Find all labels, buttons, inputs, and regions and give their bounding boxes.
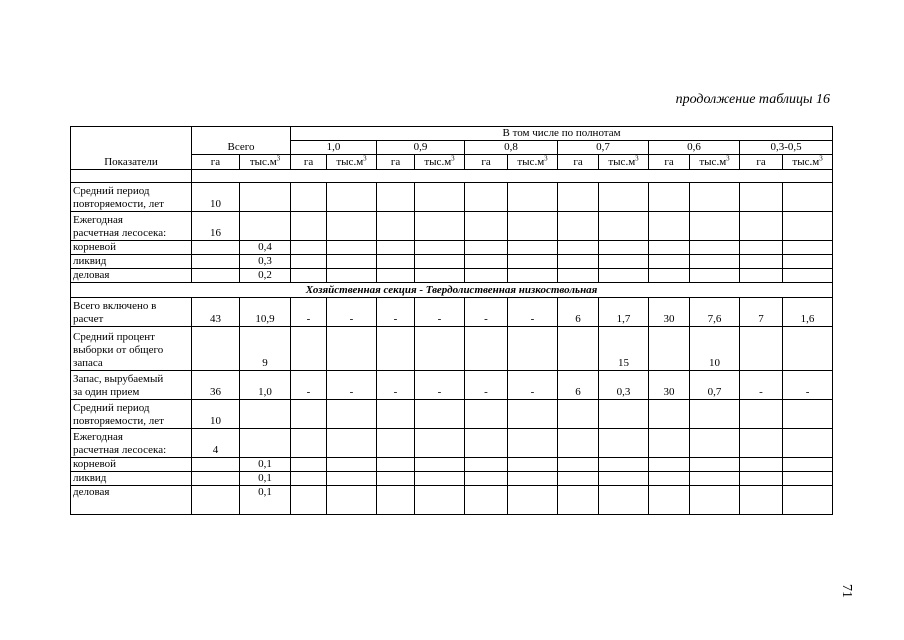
value-cell	[783, 269, 833, 283]
value-cell: 6	[558, 298, 599, 327]
unit-ha: га	[558, 155, 599, 170]
value-cell	[291, 486, 327, 515]
value-cell	[558, 458, 599, 472]
row-label-line: ликвид	[73, 472, 107, 484]
value-cell	[690, 241, 740, 255]
value-cell	[649, 255, 690, 269]
value-cell	[783, 486, 833, 515]
value-cell	[508, 400, 558, 429]
value-cell	[740, 429, 783, 458]
value-cell	[465, 255, 508, 269]
value-cell: 0,3	[599, 371, 649, 400]
value-cell: 0,3	[240, 255, 291, 269]
value-cell	[690, 255, 740, 269]
value-cell	[783, 255, 833, 269]
unit-volume-exponent: 3	[544, 154, 548, 163]
value-cell: 7	[740, 298, 783, 327]
value-cell	[192, 269, 240, 283]
value-cell: 1,6	[783, 298, 833, 327]
row-label	[71, 429, 192, 458]
value-cell: 10	[690, 327, 740, 371]
unit-volume	[508, 155, 558, 170]
value-cell	[465, 212, 508, 241]
value-cell	[415, 327, 465, 371]
value-cell	[291, 400, 327, 429]
value-cell: 0,1	[240, 458, 291, 472]
value-cell: 9	[240, 327, 291, 371]
value-cell	[558, 183, 599, 212]
value-cell: -	[465, 298, 508, 327]
value-cell	[649, 472, 690, 486]
value-cell: -	[291, 298, 327, 327]
value-cell	[415, 183, 465, 212]
value-cell	[192, 241, 240, 255]
value-cell	[415, 458, 465, 472]
value-cell	[508, 241, 558, 255]
value-cell	[599, 429, 649, 458]
row-label-line: деловая	[73, 269, 110, 281]
row-label	[71, 472, 192, 486]
value-cell: 0,7	[690, 371, 740, 400]
value-cell	[291, 255, 327, 269]
value-cell: 10	[192, 183, 240, 212]
table-row	[71, 298, 833, 327]
value-cell	[240, 212, 291, 241]
value-cell	[327, 429, 377, 458]
value-cell: -	[508, 371, 558, 400]
row-label-line: корневой	[73, 241, 117, 253]
value-cell: 0,4	[240, 241, 291, 255]
value-cell	[291, 183, 327, 212]
value-cell	[465, 327, 508, 371]
header-density: 0,6	[649, 141, 740, 155]
unit-volume-exponent: 3	[635, 154, 639, 163]
table-row	[71, 255, 833, 269]
row-label-line: Средний период	[73, 402, 150, 414]
row-label-line: Всего включено в	[73, 300, 157, 312]
row-label-line: запаса	[73, 357, 103, 369]
value-cell: 30	[649, 371, 690, 400]
value-cell: 0,2	[240, 269, 291, 283]
value-cell	[783, 429, 833, 458]
value-cell: -	[291, 371, 327, 400]
header-density: 0,9	[377, 141, 465, 155]
value-cell	[783, 327, 833, 371]
unit-volume	[783, 155, 833, 170]
value-cell	[558, 486, 599, 515]
forest-table	[70, 126, 833, 515]
value-cell	[740, 327, 783, 371]
value-cell	[649, 458, 690, 472]
value-cell	[465, 486, 508, 515]
value-cell	[327, 212, 377, 241]
table-row	[71, 472, 833, 486]
value-cell	[690, 472, 740, 486]
header-density: 0,7	[558, 141, 649, 155]
value-cell: -	[377, 371, 415, 400]
value-cell	[465, 472, 508, 486]
value-cell: 30	[649, 298, 690, 327]
value-cell	[740, 269, 783, 283]
value-cell	[649, 183, 690, 212]
value-cell	[599, 241, 649, 255]
table-row	[71, 212, 833, 241]
value-cell	[415, 255, 465, 269]
unit-volume-exponent: 3	[451, 154, 455, 163]
unit-volume-text: тыс.м	[699, 156, 727, 168]
row-label	[71, 458, 192, 472]
value-cell	[783, 183, 833, 212]
value-cell	[327, 183, 377, 212]
value-cell: -	[465, 371, 508, 400]
header-density: 1,0	[291, 141, 377, 155]
table-row	[71, 371, 833, 400]
value-cell: 0,1	[240, 472, 291, 486]
row-label-line: ликвид	[73, 255, 107, 267]
value-cell	[377, 255, 415, 269]
value-cell: -	[415, 298, 465, 327]
value-cell	[599, 212, 649, 241]
value-cell	[465, 400, 508, 429]
value-cell	[740, 486, 783, 515]
value-cell	[783, 458, 833, 472]
unit-ha: га	[649, 155, 690, 170]
table-row	[71, 183, 833, 212]
value-cell: -	[327, 298, 377, 327]
value-cell	[465, 183, 508, 212]
value-cell	[690, 183, 740, 212]
value-cell	[783, 472, 833, 486]
row-label-line: расчет	[73, 313, 104, 325]
value-cell	[508, 183, 558, 212]
row-label	[71, 486, 192, 515]
row-label-line: Средний процент	[73, 331, 155, 343]
value-cell: 43	[192, 298, 240, 327]
value-cell	[783, 241, 833, 255]
row-label-line: Запас, вырубаемый	[73, 373, 164, 385]
value-cell	[465, 269, 508, 283]
unit-ha: га	[192, 155, 240, 170]
value-cell	[240, 400, 291, 429]
value-cell	[649, 400, 690, 429]
value-cell	[599, 269, 649, 283]
value-cell	[740, 212, 783, 241]
section-title: Хозяйственная секция - Твердолиственная низкоствольная	[71, 283, 833, 298]
unit-ha: га	[465, 155, 508, 170]
value-cell	[415, 269, 465, 283]
value-cell	[192, 458, 240, 472]
value-cell	[291, 429, 327, 458]
header-indicators: Показатели	[71, 127, 192, 170]
header-by-density: В том числе по полнотам	[291, 127, 833, 141]
value-cell	[599, 183, 649, 212]
unit-volume-text: тыс.м	[608, 156, 636, 168]
value-cell: 6	[558, 371, 599, 400]
value-cell	[649, 241, 690, 255]
value-cell	[690, 400, 740, 429]
value-cell	[649, 486, 690, 515]
value-cell	[415, 472, 465, 486]
value-cell	[327, 255, 377, 269]
row-label-line: Ежегодная	[73, 431, 123, 443]
table-row	[71, 400, 833, 429]
row-label	[71, 269, 192, 283]
value-cell	[783, 212, 833, 241]
unit-ha: га	[377, 155, 415, 170]
value-cell	[327, 458, 377, 472]
value-cell	[465, 241, 508, 255]
row-label-line: повторяемости, лет	[73, 198, 164, 210]
value-cell	[599, 458, 649, 472]
value-cell	[599, 472, 649, 486]
value-cell	[327, 327, 377, 371]
value-cell: -	[508, 298, 558, 327]
value-cell	[558, 255, 599, 269]
value-cell: 16	[192, 212, 240, 241]
row-label	[71, 371, 192, 400]
value-cell: 7,6	[690, 298, 740, 327]
value-cell	[291, 269, 327, 283]
value-cell: 15	[599, 327, 649, 371]
header-total: Всего	[192, 127, 291, 155]
value-cell	[465, 458, 508, 472]
row-label-line: деловая	[73, 486, 110, 498]
value-cell	[783, 400, 833, 429]
value-cell	[377, 212, 415, 241]
value-cell	[291, 212, 327, 241]
unit-volume-text: тыс.м	[336, 156, 364, 168]
value-cell: -	[327, 371, 377, 400]
value-cell	[558, 327, 599, 371]
unit-volume-exponent: 3	[276, 154, 281, 163]
value-cell	[415, 486, 465, 515]
value-cell	[508, 472, 558, 486]
value-cell: -	[377, 298, 415, 327]
value-cell	[415, 212, 465, 241]
value-cell	[558, 429, 599, 458]
row-label	[71, 183, 192, 212]
value-cell	[508, 255, 558, 269]
row-label-line: корневой	[73, 458, 117, 470]
value-cell	[377, 241, 415, 255]
value-cell	[327, 241, 377, 255]
value-cell	[690, 269, 740, 283]
unit-volume-exponent: 3	[363, 154, 367, 163]
value-cell	[240, 429, 291, 458]
unit-volume-text: тыс.м	[424, 156, 452, 168]
value-cell	[327, 400, 377, 429]
value-cell	[327, 486, 377, 515]
unit-volume	[327, 155, 377, 170]
table-caption: продолжение таблицы 16	[675, 92, 830, 107]
value-cell	[192, 472, 240, 486]
value-cell: -	[415, 371, 465, 400]
row-label	[71, 400, 192, 429]
value-cell: 0,1	[240, 486, 291, 515]
row-label	[71, 212, 192, 241]
table-row	[71, 486, 833, 515]
value-cell	[327, 269, 377, 283]
value-cell: 4	[192, 429, 240, 458]
table-row	[71, 241, 833, 255]
value-cell	[558, 269, 599, 283]
table-row	[71, 327, 833, 371]
value-cell	[377, 183, 415, 212]
value-cell	[508, 327, 558, 371]
value-cell	[377, 327, 415, 371]
value-cell	[415, 400, 465, 429]
value-cell: 10	[192, 400, 240, 429]
value-cell	[690, 486, 740, 515]
value-cell	[649, 327, 690, 371]
value-cell	[415, 241, 465, 255]
row-label-line: повторяемости, лет	[73, 415, 164, 427]
value-cell: 1,7	[599, 298, 649, 327]
unit-ha: га	[291, 155, 327, 170]
unit-volume	[599, 155, 649, 170]
value-cell	[740, 458, 783, 472]
value-cell	[649, 212, 690, 241]
value-cell	[508, 486, 558, 515]
value-cell	[690, 429, 740, 458]
value-cell: 36	[192, 371, 240, 400]
value-cell: -	[740, 371, 783, 400]
value-cell	[291, 458, 327, 472]
row-label	[71, 241, 192, 255]
value-cell	[558, 400, 599, 429]
value-cell	[690, 212, 740, 241]
value-cell	[291, 241, 327, 255]
row-label-line: за один прием	[73, 386, 140, 398]
unit-volume-text: тыс.м	[792, 156, 820, 168]
value-cell	[377, 400, 415, 429]
unit-volume	[240, 155, 291, 170]
value-cell	[740, 400, 783, 429]
value-cell	[327, 472, 377, 486]
row-label	[71, 298, 192, 327]
value-cell	[558, 241, 599, 255]
value-cell: -	[783, 371, 833, 400]
value-cell	[508, 212, 558, 241]
value-cell	[690, 458, 740, 472]
value-cell	[415, 429, 465, 458]
value-cell: 10,9	[240, 298, 291, 327]
value-cell	[558, 472, 599, 486]
value-cell	[377, 472, 415, 486]
value-cell	[508, 429, 558, 458]
page-number: 71	[839, 584, 854, 598]
value-cell	[649, 269, 690, 283]
value-cell	[192, 327, 240, 371]
row-label	[71, 327, 192, 371]
value-cell	[377, 458, 415, 472]
value-cell	[508, 269, 558, 283]
row-label-line: выборки от общего	[73, 344, 164, 356]
spacer-cell	[192, 170, 833, 183]
table-row	[71, 458, 833, 472]
value-cell	[192, 486, 240, 515]
value-cell	[240, 183, 291, 212]
unit-volume-exponent: 3	[726, 154, 730, 163]
value-cell	[599, 486, 649, 515]
value-cell	[192, 255, 240, 269]
value-cell	[558, 212, 599, 241]
unit-volume	[690, 155, 740, 170]
unit-ha: га	[740, 155, 783, 170]
row-label-line: расчетная лесосека:	[73, 444, 167, 456]
table-row	[71, 429, 833, 458]
header-density: 0,8	[465, 141, 558, 155]
value-cell	[291, 327, 327, 371]
value-cell	[740, 472, 783, 486]
value-cell	[599, 255, 649, 269]
table-row	[71, 269, 833, 283]
value-cell	[465, 429, 508, 458]
value-cell	[377, 269, 415, 283]
value-cell	[291, 472, 327, 486]
value-cell	[377, 486, 415, 515]
unit-volume-exponent: 3	[819, 154, 823, 163]
value-cell	[649, 429, 690, 458]
value-cell	[377, 429, 415, 458]
value-cell	[508, 458, 558, 472]
unit-volume-text: тыс.м	[249, 156, 277, 168]
row-label-line: расчетная лесосека:	[73, 227, 167, 239]
row-label	[71, 255, 192, 269]
value-cell	[599, 400, 649, 429]
row-label-line: Средний период	[73, 185, 150, 197]
value-cell: 1,0	[240, 371, 291, 400]
value-cell	[740, 183, 783, 212]
unit-volume	[415, 155, 465, 170]
value-cell	[740, 241, 783, 255]
spacer-cell	[71, 170, 192, 183]
header-density: 0,3-0,5	[740, 141, 833, 155]
row-label-line: Ежегодная	[73, 214, 123, 226]
unit-volume-text: тыс.м	[517, 156, 545, 168]
value-cell	[740, 255, 783, 269]
